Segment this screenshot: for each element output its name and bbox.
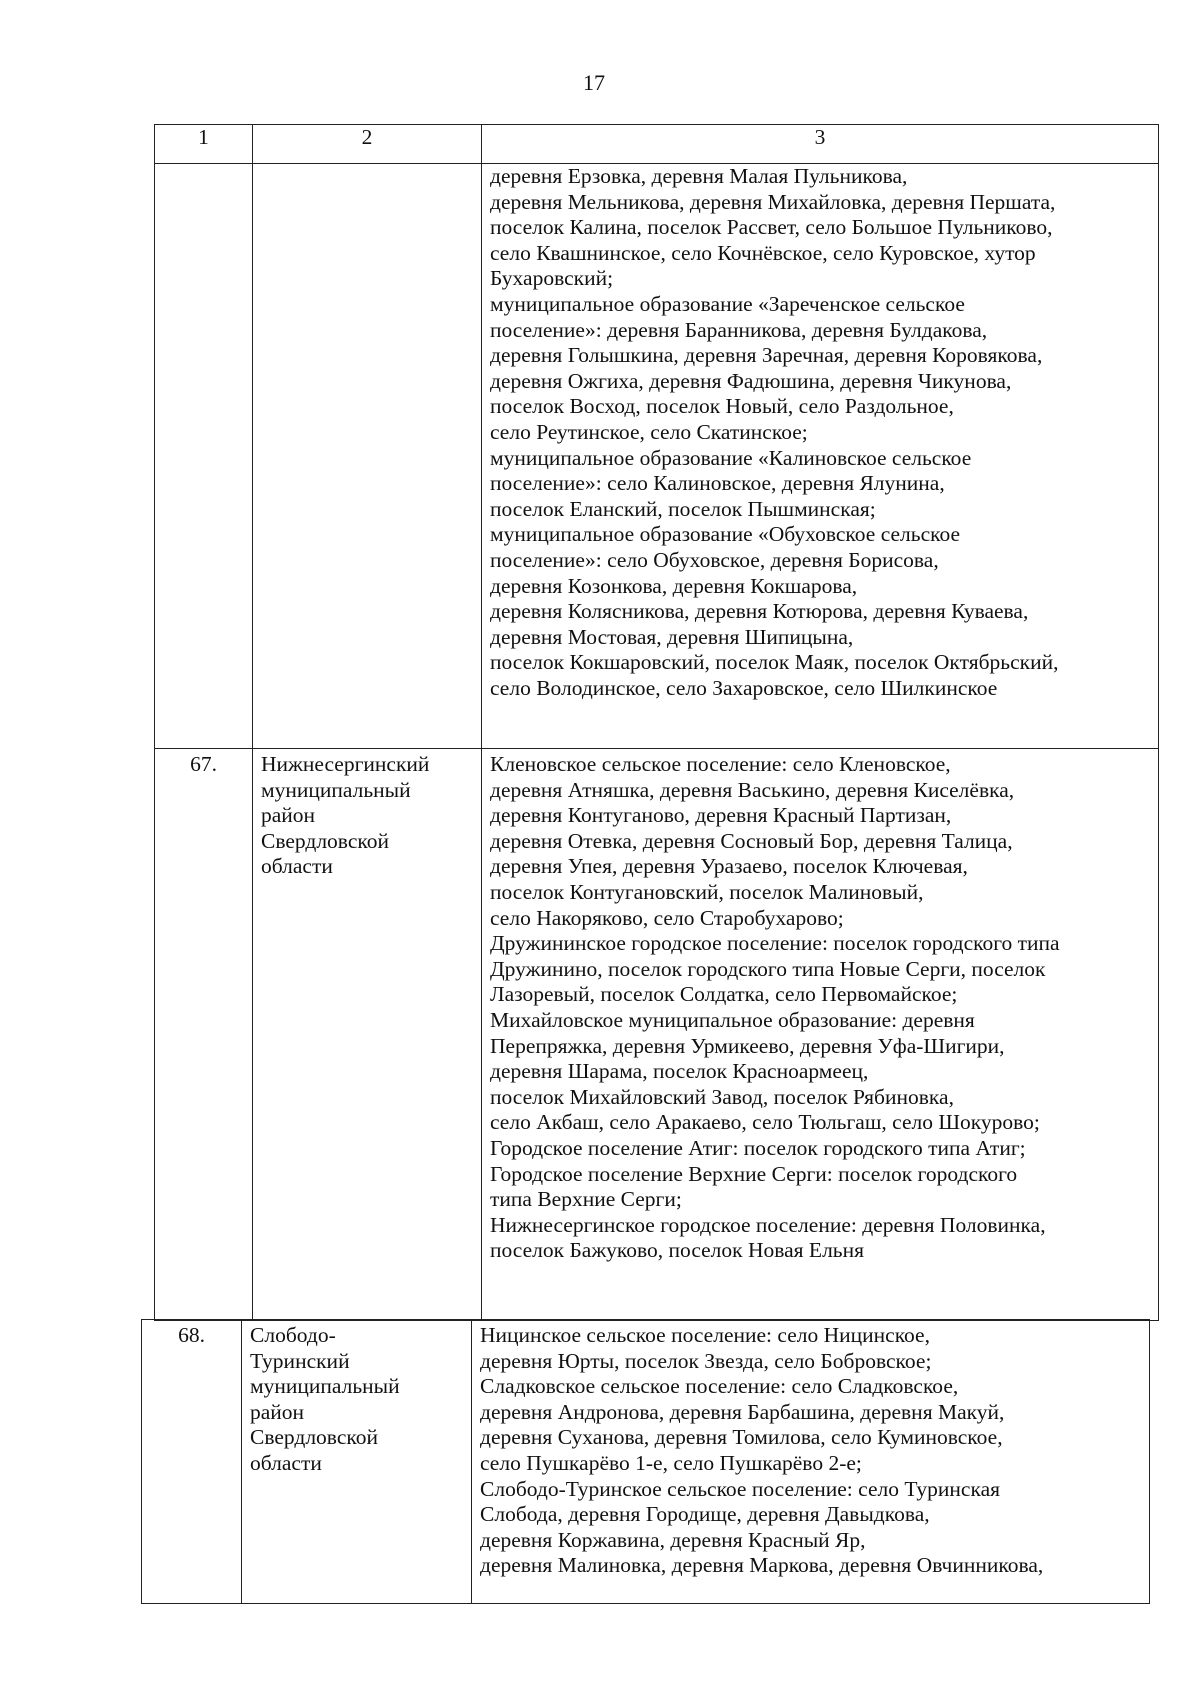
text-line: Слободо-Туринское сельское поселение: село Туринская	[480, 1476, 1001, 1501]
text-line: Городское поселение Верхние Серги: поселок городского	[490, 1161, 1018, 1186]
text-line: Дружинино, поселок городского типа Новые Серги, поселок	[490, 956, 1046, 981]
text-line: деревня Козонкова, деревня Кокшарова,	[490, 573, 858, 598]
text-line: деревня Ерзовка, деревня Малая Пульникова,	[490, 164, 908, 188]
row-number: 68.	[142, 1320, 242, 1604]
text-line: деревня Атняшка, деревня Васькино, деревня Киселёвка,	[490, 777, 1015, 802]
text-line: муниципальный	[261, 777, 411, 802]
district-name	[253, 749, 482, 1321]
text-line: Нижнесергинский	[261, 752, 430, 776]
text-line: Перепряжка, деревня Урмикеево, деревня Уфа-Шигири,	[490, 1033, 1005, 1058]
text-line: типа Верхние Серги;	[490, 1187, 682, 1212]
settlement-list	[482, 164, 1159, 749]
text-line: район	[261, 803, 316, 828]
text-line: Ницинское сельское поселение: село Ницинское,	[480, 1323, 930, 1347]
text-line: Сладковское сельское поселение: село Сладковское,	[480, 1374, 959, 1399]
text-line: село Квашнинское, село Кочнёвское, село Куровское, хутор	[490, 240, 1036, 265]
text-line: области	[261, 854, 333, 879]
district-name	[242, 1320, 472, 1604]
text-line: поселок Еланский, поселок Пышминская;	[490, 496, 876, 521]
text-line: области	[250, 1450, 322, 1475]
text-line: деревня Мельникова, деревня Михайловка, деревня Першата,	[490, 189, 1056, 214]
page-number: 17	[583, 70, 605, 95]
text-line: деревня Коржавина, деревня Красный Яр,	[480, 1527, 866, 1552]
text-line: деревня Мостовая, деревня Шипицына,	[490, 624, 854, 649]
text-line: район	[250, 1399, 305, 1424]
table-header-row	[155, 125, 1159, 164]
text-line: поселение»: деревня Баранникова, деревня Булдакова,	[490, 317, 988, 342]
row-number: 67.	[155, 749, 253, 1321]
text-line: поселок Бажуково, поселок Новая Ельня	[490, 1238, 864, 1263]
text-line: муниципальный	[250, 1374, 400, 1399]
text-line: село Реутинское, село Скатинское;	[490, 419, 808, 444]
text-line: деревня Юрты, поселок Звезда, село Бобровское;	[480, 1348, 932, 1373]
text-line: муниципальное образование «Обуховское сельское	[490, 522, 961, 547]
text-line: село Акбаш, село Аракаево, село Тюльгаш, село Шокурово;	[490, 1110, 1040, 1135]
settlement-list	[482, 749, 1159, 1321]
text-line: муниципальное образование «Зареченское сельское	[490, 291, 965, 316]
text-line: деревня Контуганово, деревня Красный Партизан,	[490, 803, 952, 828]
text-line: Свердловской	[261, 828, 389, 853]
text-line: поселок Кокшаровский, поселок Маяк, поселок Октябрьский,	[490, 650, 1059, 675]
settlements-table-continued	[141, 1319, 1150, 1604]
text-line: Лазоревый, поселок Солдатка, село Первомайское;	[490, 982, 958, 1007]
text-line: село Володинское, село Захаровское, село Шилкинское	[490, 675, 998, 700]
text-line: поселение»: село Обуховское, деревня Борисова,	[490, 547, 939, 572]
settlements-table	[154, 124, 1159, 1321]
text-line: Слободо-	[250, 1323, 336, 1347]
table-row	[155, 749, 1159, 1321]
text-line: муниципальное образование «Калиновское сельское	[490, 445, 972, 470]
text-line: деревня Колясникова, деревня Котюрова, деревня Куваева,	[490, 599, 1029, 624]
text-line: деревня Андронова, деревня Барбашина, деревня Макуй,	[480, 1399, 1005, 1424]
text-line: деревня Упея, деревня Уразаево, поселок Ключевая,	[490, 854, 968, 879]
text-line: деревня Шарама, поселок Красноармеец,	[490, 1059, 869, 1084]
column-header-district: 2	[253, 125, 482, 164]
table-row	[155, 164, 1159, 749]
text-line: деревня Голышкина, деревня Заречная, деревня Коровякова,	[490, 343, 1043, 368]
text-line: деревня Отевка, деревня Сосновый Бор, деревня Талица,	[490, 828, 1013, 853]
text-line: поселение»: село Калиновское, деревня Ялунина,	[490, 471, 945, 496]
text-line: село Пушкарёво 1-е, село Пушкарёво 2-е;	[480, 1450, 862, 1475]
text-line: Нижнесергинское городское поселение: деревня Половинка,	[490, 1212, 1046, 1237]
text-line: Михайловское муниципальное образование: деревня	[490, 1007, 975, 1032]
text-line: поселок Калина, поселок Рассвет, село Большое Пульниково,	[490, 215, 1053, 240]
table-row	[142, 1320, 1150, 1604]
text-line: поселок Контугановский, поселок Малиновый,	[490, 879, 924, 904]
text-line: деревня Малиновка, деревня Маркова, деревня Овчинникова,	[480, 1553, 1044, 1578]
text-line: Туринский	[250, 1348, 350, 1373]
settlement-list	[472, 1320, 1150, 1604]
text-line: деревня Суханова, деревня Томилова, село Куминовское,	[480, 1425, 1003, 1450]
text-line: Свердловской	[250, 1425, 378, 1450]
column-header-number: 1	[155, 125, 253, 164]
text-line: село Накоряково, село Старобухарово;	[490, 905, 844, 930]
text-line: Слобода, деревня Городище, деревня Давыдкова,	[480, 1502, 930, 1527]
text-line: поселок Восход, поселок Новый, село Раздольное,	[490, 394, 954, 419]
text-line: Дружининское городское поселение: поселок городского типа	[490, 931, 1060, 956]
text-line: Городское поселение Атиг: поселок городского типа Атиг;	[490, 1135, 1026, 1160]
district-name	[253, 164, 482, 749]
text-line: деревня Ожгиха, деревня Фадюшина, деревня Чикунова,	[490, 368, 1012, 393]
text-line: поселок Михайловский Завод, поселок Рябиновка,	[490, 1084, 954, 1109]
column-header-settlements: 3	[482, 125, 1159, 164]
text-line: Кленовское сельское поселение: село Кленовское,	[490, 752, 951, 776]
text-line: Бухаровский;	[490, 266, 614, 291]
row-number	[155, 164, 253, 749]
